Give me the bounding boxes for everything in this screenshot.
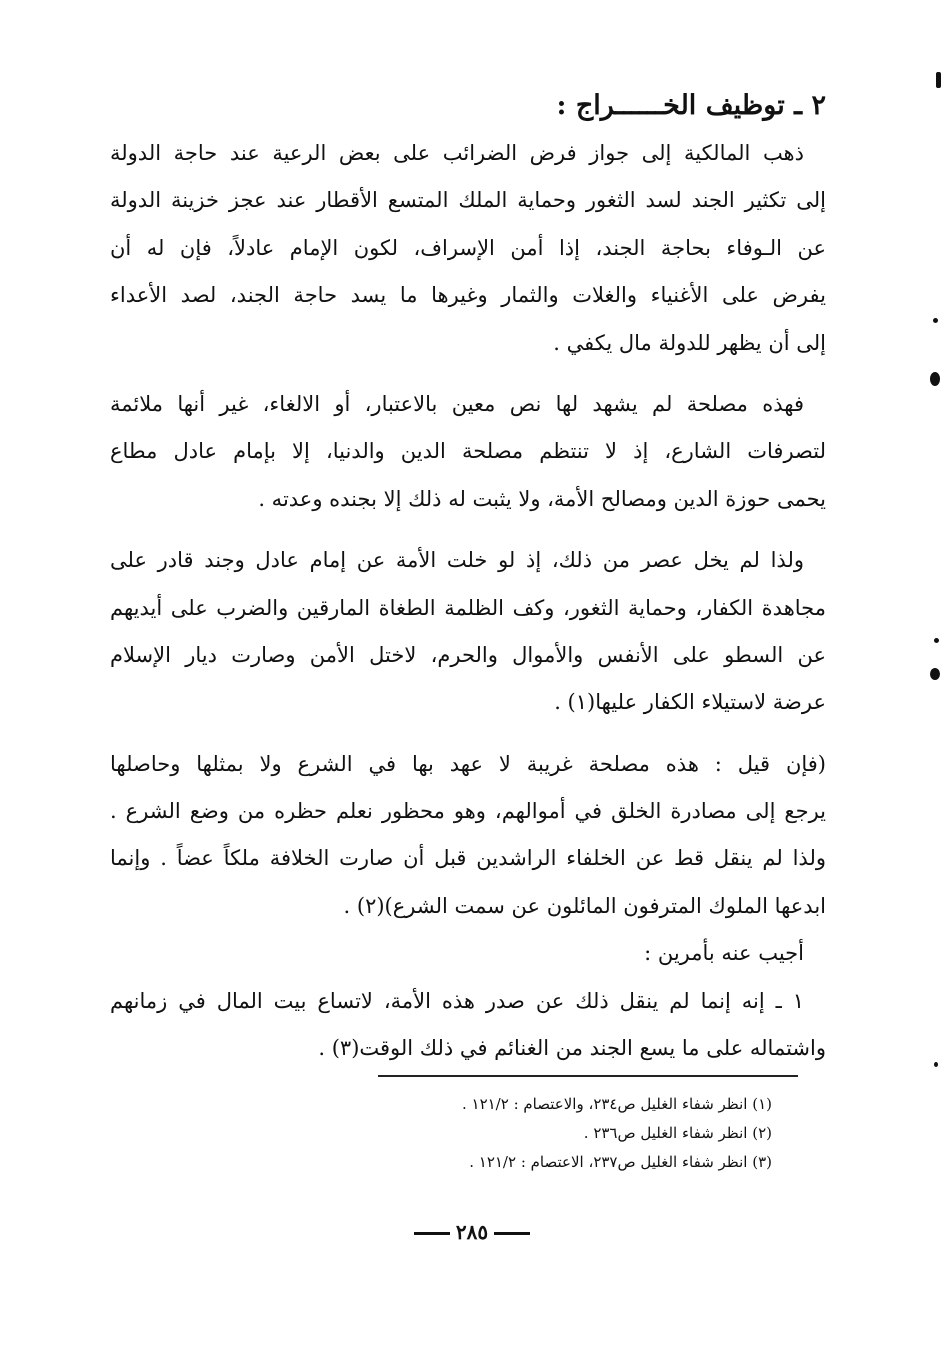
- text-line: ولذا لم يخل عصر من ذلك، إذ لو خلت الأمة عن إمام عادل وجند قادر على: [110, 548, 804, 573]
- footnotes: [272, 1090, 772, 1177]
- scan-speck: [930, 668, 940, 680]
- text-line: (فإن قيل : هذه مصلحة غريبة لا عهد بها في الشرع ولا بمثلها وحاصلها: [110, 751, 826, 776]
- scan-speck: [934, 1062, 938, 1067]
- text-line: إلى أن يظهر للدولة مال يكفي .: [553, 330, 826, 355]
- scan-speck: [934, 638, 939, 643]
- paragraph: [110, 930, 826, 977]
- paragraph: [110, 741, 826, 931]
- page-number-value: ٢٨٥: [455, 1220, 489, 1244]
- section-heading: ٢ ـ توظيف الخــــــراج :: [556, 90, 826, 121]
- text-line: أجيب عنه بأمرين :: [644, 941, 804, 966]
- text-line: ذهب المالكية إلى جواز فرض الضرائب على بعض الرعية عند حاجة الدولة: [110, 141, 804, 165]
- text-line: ابدعها الملوك المترفون المائلون عن سمت الشرع)(٢) .: [343, 893, 826, 918]
- text-line: فهذه مصلحة لم يشهد لها نص معين بالاعتبار، أو الالغاء، غير أنها ملائمة: [110, 391, 804, 416]
- text-line: عرضة لاستيلاء الكفار عليها(١) .: [554, 690, 826, 715]
- scan-speck: [933, 318, 938, 323]
- paragraph-gap: [110, 367, 826, 381]
- paragraph-gap: [110, 523, 826, 537]
- text-line: مجاهدة الكفار، وحماية الثغور، وكف الظلمة الطغاة المارقين والضرب على أيديهم: [110, 595, 826, 620]
- footnote: (٢) انظر شفاء الغليل ص٢٣٦ .: [583, 1124, 772, 1142]
- paragraph-gap: [110, 727, 826, 741]
- body-text: [110, 130, 826, 1072]
- footnote: (٣) انظر شفاء الغليل ص٢٣٧، الاعتصام : ١٢١/٢ .: [469, 1153, 772, 1171]
- text-line: يرجع إلى مصادرة الخلق في أموالهم، وهو محظور نعلم حظره من وضع الشرع .: [110, 799, 826, 824]
- page-number: [0, 1216, 944, 1248]
- paragraph: [110, 130, 826, 367]
- page-number-dash: [414, 1232, 450, 1235]
- paragraph: [110, 978, 826, 1073]
- text-line: عن السطو على الأنفس والأموال والحرم، لاختل الأمن وصارت ديار الإسلام: [110, 642, 826, 667]
- text-line: واشتماله على ما يسع الجند من الغنائم في ذلك الوقت(٣) .: [318, 1036, 826, 1061]
- text-line: ١ ـ إنه إنما لم ينقل ذلك عن صدر هذه الأمة، لاتساع بيت المال في زمانهم: [110, 988, 804, 1013]
- text-line: إلى تكثير الجند لسد الثغور وحماية الملك المتسع الأقطار عند عجز خزينة الدولة: [110, 188, 826, 213]
- footnote: (١) انظر شفاء الغليل ص٢٣٤، والاعتصام : ١٢١/٢ .: [461, 1095, 772, 1113]
- scan-speck: [930, 372, 940, 386]
- text-line: لتصرفات الشارع، إذ لا تنتظم مصلحة الدين والدنيا، إلا بإمام عادل مطاع: [110, 439, 826, 464]
- paragraph: [110, 381, 826, 523]
- text-line: يفرض على الأغنياء والغلات والثمار وغيرها ما يسد حاجة الجند، لصد الأعداء: [110, 283, 826, 308]
- paragraph: [110, 537, 826, 727]
- scan-speck: [936, 72, 941, 88]
- text-line: عن الـوفاء بحاجة الجند، إذا أمن الإسراف، لكون الإمام عادلاً، فإن له أن: [110, 235, 826, 260]
- text-line: ولذا لم ينقل قط عن الخلفاء الراشدين قبل أن صارت الخلافة ملكاً عضاً . وإنما: [110, 846, 826, 871]
- footnote-divider: [378, 1075, 798, 1077]
- text-line: يحمى حوزة الدين ومصالح الأمة، ولا يثبت له ذلك إلا بجنده وعدته .: [258, 486, 826, 511]
- page-number-dash: [494, 1232, 530, 1235]
